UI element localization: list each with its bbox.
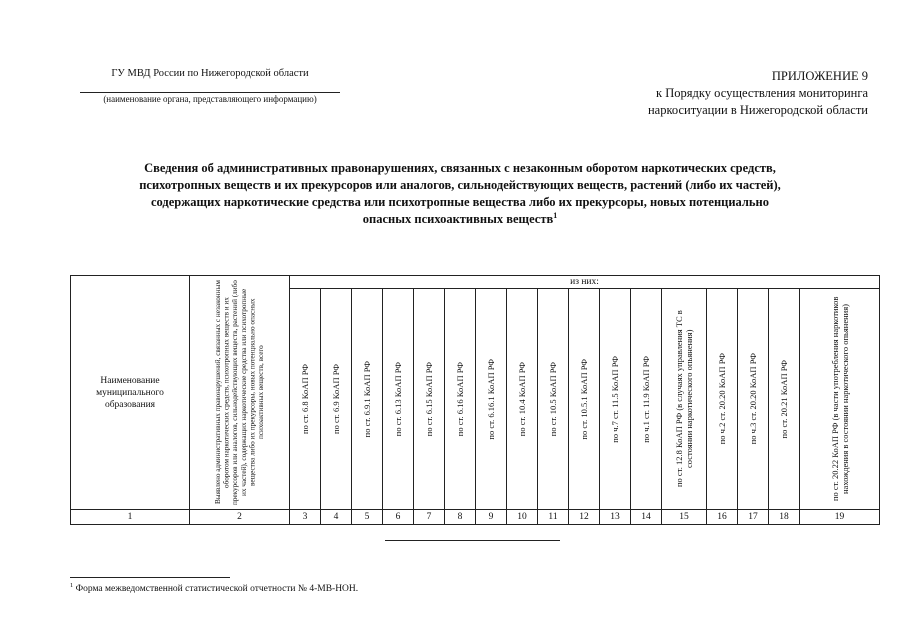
column-number: 19 (800, 510, 880, 525)
appendix-block (648, 68, 868, 119)
column-header-article-text: по ст. 6.8 КоАП РФ (300, 364, 310, 434)
title-line-2: психотропных веществ и их прекурсоров или аналогов, сильнодействующих веществ, растений (либо их частей), (139, 178, 781, 192)
organization-underline (80, 92, 340, 93)
column-number: 4 (321, 510, 352, 525)
column-header-article (800, 289, 880, 510)
column-header-article-text: по ст. 6.9.1 КоАП РФ (362, 360, 372, 438)
appendix-line-3: наркоситуации в Нижегородской области (647, 103, 868, 117)
column-number: 12 (569, 510, 600, 525)
column-header-article-text: по ст. 6.15 КоАП РФ (424, 361, 434, 437)
column-header-article (414, 289, 445, 510)
column-header-article (707, 289, 738, 510)
column-header-article-text: по ст. 20.21 КоАП РФ (779, 359, 789, 439)
organization-block (80, 68, 340, 104)
column-header-article-text: по ст. 6.16.1 КоАП РФ (486, 358, 496, 440)
column-number: 7 (414, 510, 445, 525)
separator-line (385, 540, 560, 541)
column-header-article-text: по ст. 6.13 КоАП РФ (393, 361, 403, 437)
organization-name: ГУ МВД России по Нижегородской области (111, 68, 309, 79)
column-header-article (662, 289, 707, 510)
document-title (70, 160, 850, 228)
appendix-line-2: к Порядку осуществления мониторинга (656, 86, 868, 100)
footnote-text: Форма межведомственной статистической отчетности № 4-МВ-НОН. (75, 584, 359, 595)
column-header-article-text: по ч.2 ст. 20.20 КоАП РФ (717, 353, 727, 445)
title-line-3: содержащих наркотические средства или психотропные вещества либо их прекурсоры, новых потенциально (150, 195, 769, 209)
column-number: 10 (507, 510, 538, 525)
column-header-article (600, 289, 631, 510)
column-header-article (476, 289, 507, 510)
column-header-article-text: по ч.7 ст. 11.5 КоАП РФ (610, 355, 620, 443)
column-header-article (445, 289, 476, 510)
column-number-row (71, 510, 880, 525)
column-header-article-text: по ст. 6.9 КоАП РФ (331, 364, 341, 434)
footnote-mark: 1 (70, 582, 74, 589)
column-number: 8 (445, 510, 476, 525)
organization-hint: (наименование органа, представляющего информацию) (103, 94, 317, 104)
report-table (70, 275, 880, 525)
column-header-total (190, 276, 290, 510)
column-header-article (352, 289, 383, 510)
column-number: 11 (538, 510, 569, 525)
column-number: 15 (662, 510, 707, 525)
column-header-article (383, 289, 414, 510)
column-header-article-text: по ст. 10.4 КоАП РФ (517, 361, 527, 437)
title-footnote-mark: 1 (553, 210, 558, 220)
column-number: 3 (290, 510, 321, 525)
title-line-4 (70, 211, 850, 228)
subheader-of-which: из них: (290, 276, 880, 289)
column-number: 9 (476, 510, 507, 525)
title-line-4-text: опасных психоактивных веществ (362, 212, 554, 226)
column-number: 13 (600, 510, 631, 525)
column-number: 6 (383, 510, 414, 525)
column-header-article-text: по ст. 10.5.1 КоАП РФ (579, 358, 589, 440)
column-number: 16 (707, 510, 738, 525)
column-header-article-text: по ст. 6.16 КоАП РФ (455, 361, 465, 437)
column-header-article-text: по ст. 20.22 КоАП РФ (в части употребления наркотиков нахождения в состоянии наркотического опьянения) (829, 296, 850, 502)
column-header-article (290, 289, 321, 510)
column-header-article-text: по ч.1 ст. 11.9 КоАП РФ (641, 355, 651, 443)
column-header-article-text: по ст. 10.5 КоАП РФ (548, 361, 558, 437)
column-header-article (538, 289, 569, 510)
footnote-separator (70, 577, 230, 578)
column-header-article (321, 289, 352, 510)
column-header-article (569, 289, 600, 510)
title-line-1: Сведения об административных правонарушениях, связанных с незаконным оборотом наркотических средств, (144, 161, 776, 175)
column-header-article-text: по ч.3 ст. 20.20 КоАП РФ (748, 353, 758, 445)
header-row-top (71, 276, 880, 289)
column-header-article (631, 289, 662, 510)
column-number: 14 (631, 510, 662, 525)
appendix-title: ПРИЛОЖЕНИЕ 9 (771, 69, 868, 83)
column-number: 18 (769, 510, 800, 525)
footnote (70, 582, 358, 594)
column-header-article-text: по ст. 12.8 КоАП РФ (в случаях управления ТС в состоянии наркотического опьянения) (674, 310, 694, 488)
column-header-article (769, 289, 800, 510)
column-number: 1 (71, 510, 190, 525)
column-header-article (738, 289, 769, 510)
column-number: 5 (352, 510, 383, 525)
column-header-total-text: Выявлено административных правонарушений, связанных с незаконным оборотом наркотических средств, психотропных веществ и их прекурсоров или аналогов, сильнодействующих веществ, растений (либо их частей), содержащих наркотические средства или психотропные вещества либо их прекурсоры, новых потенциально опасных психоактивных веществ, всего (213, 280, 265, 505)
column-header-article (507, 289, 538, 510)
column-number: 2 (190, 510, 290, 525)
column-number: 17 (738, 510, 769, 525)
column-header-municipality: Наименование муниципального образования (71, 276, 190, 510)
